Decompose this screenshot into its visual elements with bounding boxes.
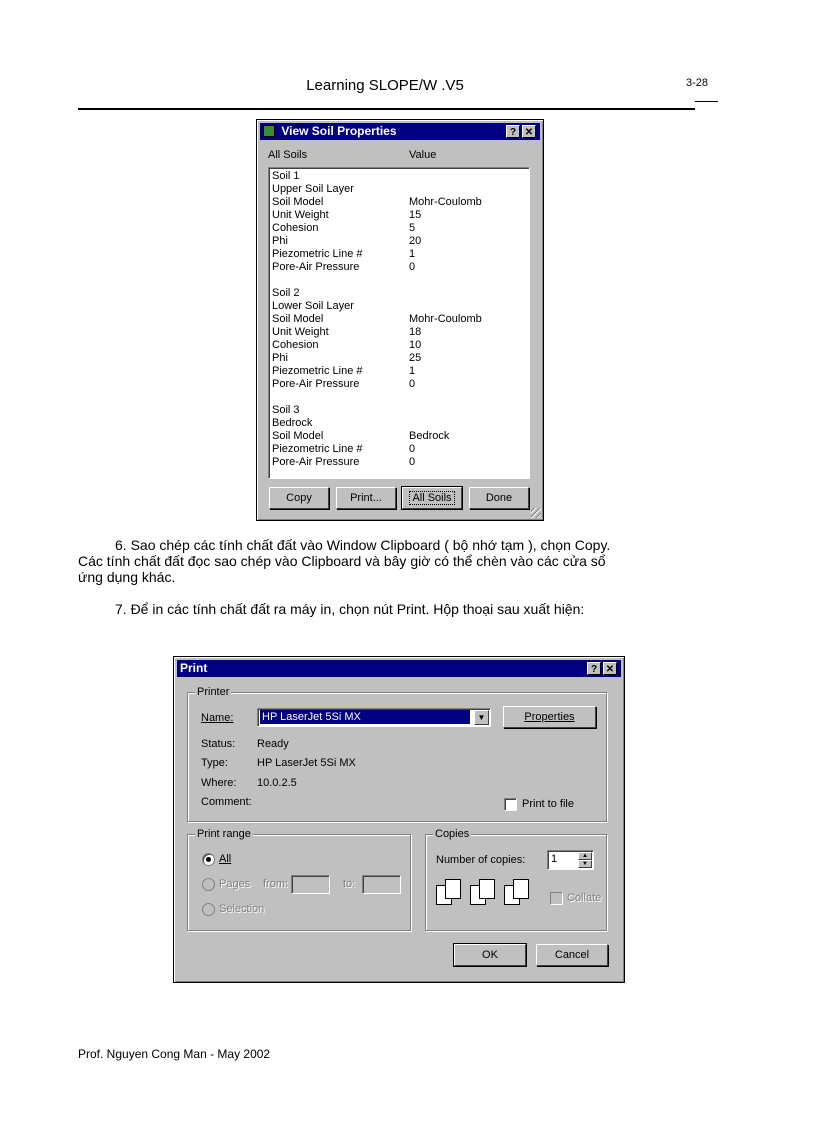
print-range-group-title: Print range bbox=[197, 828, 251, 840]
radio-dot-icon bbox=[206, 857, 211, 862]
range-selection-radio[interactable] bbox=[202, 903, 215, 916]
chevron-down-icon[interactable]: ▼ bbox=[474, 710, 489, 725]
soil-property-name: Pore-Air Pressure bbox=[272, 456, 360, 468]
copies-spinner[interactable] bbox=[547, 850, 594, 870]
copy-button-label: Copy bbox=[286, 492, 312, 504]
printer-group-title: Printer bbox=[197, 686, 230, 698]
paragraph-7: 7. Để in các tính chất đất ra máy in, chọn nút Print. Hộp thoại sau xuất hiện: bbox=[115, 601, 585, 617]
close-icon[interactable]: ✕ bbox=[522, 125, 536, 138]
soil-property-name: Phi bbox=[272, 235, 288, 247]
copies-label: Number of copies: bbox=[436, 854, 526, 866]
printer-name-value: HP LaserJet 5Si MX bbox=[260, 710, 470, 724]
cancel-button-label: Cancel bbox=[554, 949, 590, 961]
page-number-rule bbox=[695, 101, 718, 102]
app-icon bbox=[263, 125, 275, 137]
soil-property-name: Cohesion bbox=[272, 339, 319, 351]
soil-property-value: 10 bbox=[409, 339, 422, 351]
soil-property-name: Piezometric Line # bbox=[272, 365, 363, 377]
printer-group bbox=[187, 686, 607, 822]
soil-property-name: Soil 1 bbox=[272, 170, 300, 182]
soil-property-name: Unit Weight bbox=[272, 326, 329, 338]
comment-label: Comment: bbox=[201, 796, 252, 808]
page-number: 3-28 bbox=[686, 77, 709, 89]
status-label: Status: bbox=[201, 738, 236, 750]
collate-illustration-icon bbox=[436, 877, 536, 911]
print-to-file-label: Print to file bbox=[522, 798, 574, 810]
soil-property-name: Bedrock bbox=[272, 417, 313, 429]
ok-button[interactable] bbox=[454, 944, 526, 966]
collate-label: Collate bbox=[567, 892, 602, 904]
where-value: 10.0.2.5 bbox=[257, 777, 297, 789]
paragraph-6-line-3: ứng dụng khác. bbox=[78, 569, 176, 585]
soil-property-name: Cohesion bbox=[272, 222, 319, 234]
soil-property-name: Soil Model bbox=[272, 196, 324, 208]
type-label: Type: bbox=[201, 757, 228, 769]
copies-group bbox=[425, 828, 607, 931]
copies-group-title: Copies bbox=[435, 828, 470, 840]
soil-property-name: Phi bbox=[272, 352, 288, 364]
print-dialog bbox=[173, 656, 625, 983]
where-label: Where: bbox=[201, 777, 237, 789]
spin-up-icon[interactable]: ▲ bbox=[578, 852, 592, 860]
paragraph-6-line-2: Các tính chất đất đọc sao chép vào Clipboard và bây giờ có thể chèn vào các cửa sổ bbox=[78, 553, 606, 569]
soil-property-value: 18 bbox=[409, 326, 422, 338]
all-soils-button-label: All Soils bbox=[409, 491, 454, 505]
soil-property-value: 1 bbox=[409, 365, 416, 377]
name-label: Name: bbox=[201, 712, 234, 724]
print-dialog-titlebar bbox=[177, 660, 621, 677]
soil-property-value: 5 bbox=[409, 222, 416, 234]
done-button[interactable] bbox=[469, 487, 529, 509]
range-pages-label: Pages bbox=[219, 878, 251, 890]
soil-property-value: 15 bbox=[409, 209, 422, 221]
all-soils-button[interactable] bbox=[402, 487, 462, 509]
done-button-label: Done bbox=[485, 492, 513, 504]
soil-property-name: Pore-Air Pressure bbox=[272, 261, 360, 273]
status-value: Ready bbox=[257, 738, 289, 750]
copy-button[interactable] bbox=[269, 487, 329, 509]
view-soil-properties-dialog bbox=[256, 119, 544, 521]
page-stack-icon bbox=[445, 879, 461, 899]
soil-property-name: Piezometric Line # bbox=[272, 248, 363, 260]
soil-property-value: 1 bbox=[409, 248, 416, 260]
soil-property-name: Upper Soil Layer bbox=[272, 183, 354, 195]
soil-property-name: Soil Model bbox=[272, 430, 324, 442]
soil-property-name: Pore-Air Pressure bbox=[272, 378, 360, 390]
soil-property-value: 20 bbox=[409, 235, 422, 247]
soil-property-value: Bedrock bbox=[409, 430, 450, 442]
soil-property-name: Unit Weight bbox=[272, 209, 329, 221]
range-all-radio[interactable] bbox=[202, 853, 215, 866]
close-icon[interactable]: ✕ bbox=[603, 662, 617, 675]
range-from-label: from: bbox=[263, 878, 289, 890]
help-icon[interactable]: ? bbox=[587, 662, 601, 675]
range-selection-label: Selection bbox=[219, 903, 265, 915]
range-to-label: to: bbox=[343, 878, 356, 890]
soil-property-value: 25 bbox=[409, 352, 422, 364]
print-button[interactable] bbox=[336, 487, 396, 509]
soil-property-value: 0 bbox=[409, 378, 416, 390]
soil-property-value: 0 bbox=[409, 443, 416, 455]
soil-dialog-titlebar bbox=[260, 123, 540, 140]
soil-property-value: 0 bbox=[409, 261, 416, 273]
page-header-title: Learning SLOPE/W .V5 bbox=[306, 77, 464, 94]
soil-property-value: Mohr-Coulomb bbox=[409, 196, 482, 208]
help-icon[interactable]: ? bbox=[506, 125, 520, 138]
copies-value: 1 bbox=[551, 853, 558, 865]
paragraph-6-line-1: 6. Sao chép các tính chất đất vào Window Clipboard ( bộ nhớ tạm ), chọn Copy. bbox=[115, 537, 611, 553]
soil-dialog-title: View Soil Properties bbox=[281, 124, 397, 138]
page-footer: Prof. Nguyen Cong Man - May 2002 bbox=[78, 1047, 271, 1061]
print-button-label: Print... bbox=[350, 492, 382, 504]
soil-property-name: Soil 2 bbox=[272, 287, 300, 299]
printer-name-select[interactable] bbox=[257, 708, 491, 727]
properties-button[interactable] bbox=[503, 706, 596, 728]
soil-property-value: Mohr-Coulomb bbox=[409, 313, 482, 325]
range-from-input[interactable] bbox=[291, 875, 330, 894]
range-to-input[interactable] bbox=[362, 875, 401, 894]
resize-grip-icon[interactable] bbox=[531, 508, 541, 518]
properties-button-label: Properties bbox=[524, 711, 575, 723]
soil-property-name: Piezometric Line # bbox=[272, 443, 363, 455]
print-range-group bbox=[187, 828, 411, 931]
page-stack-icon bbox=[479, 879, 495, 899]
spin-down-icon[interactable]: ▼ bbox=[578, 860, 592, 868]
soil-properties-list[interactable] bbox=[268, 167, 530, 479]
soil-property-value: 0 bbox=[409, 456, 416, 468]
header-rule bbox=[78, 108, 695, 110]
print-dialog-title: Print bbox=[180, 661, 208, 675]
page-stack-icon bbox=[513, 879, 529, 899]
soil-property-name: Lower Soil Layer bbox=[272, 300, 354, 312]
cancel-button[interactable] bbox=[536, 944, 608, 966]
soil-property-name: Soil 3 bbox=[272, 404, 300, 416]
soil-property-name: Soil Model bbox=[272, 313, 324, 325]
range-pages-radio[interactable] bbox=[202, 878, 215, 891]
range-all-label: All bbox=[219, 853, 232, 865]
type-value: HP LaserJet 5Si MX bbox=[257, 757, 356, 769]
col-header-value: Value bbox=[409, 149, 437, 161]
ok-button-label: OK bbox=[482, 949, 498, 961]
print-to-file-checkbox[interactable] bbox=[504, 798, 517, 811]
col-header-all-soils: All Soils bbox=[268, 149, 308, 161]
collate-checkbox[interactable] bbox=[550, 892, 563, 905]
